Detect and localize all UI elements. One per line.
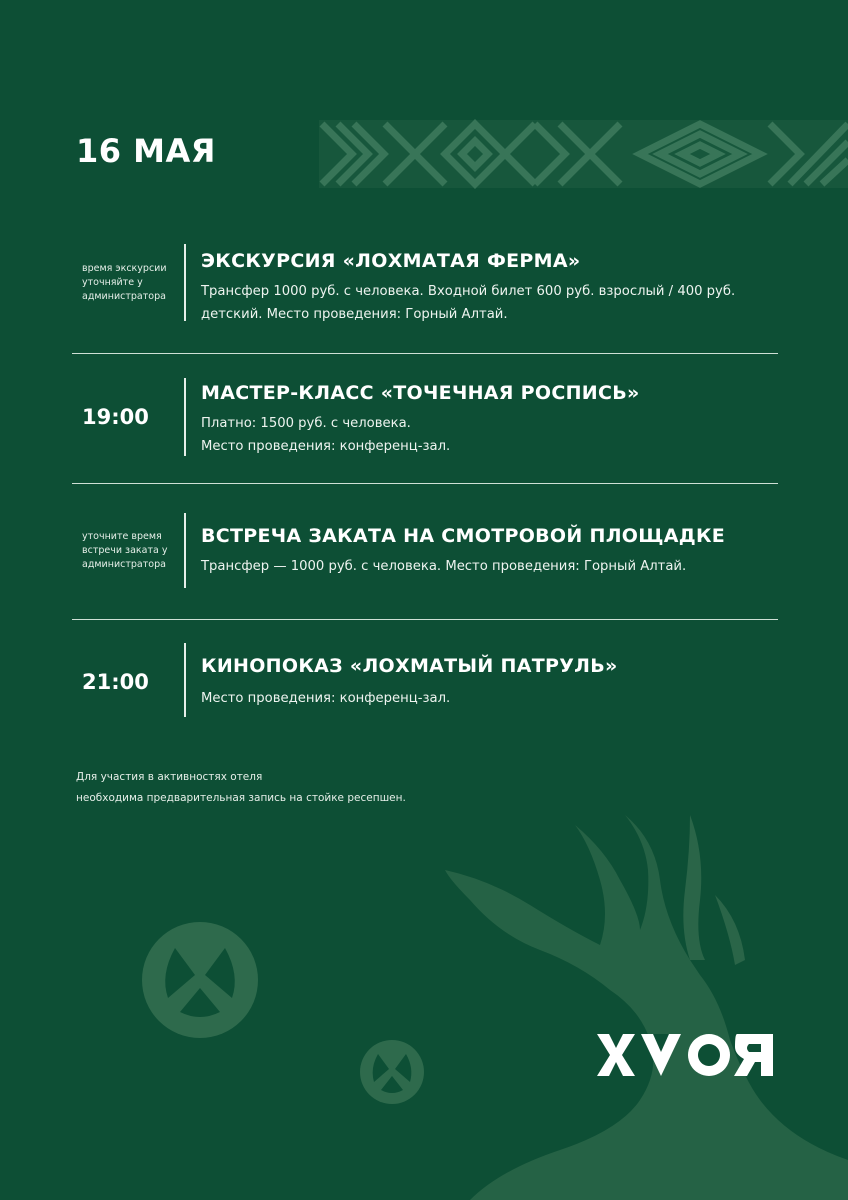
page-title: 16 МАЯ xyxy=(76,132,216,170)
event-sunset xyxy=(72,513,778,588)
event-description: Трансфер 1000 руб. с человека. Входной билет 600 руб. взрослый / 400 руб. детский. Место проведения: Горный Алтай. xyxy=(201,284,736,322)
event-content xyxy=(201,653,778,710)
event-time-column xyxy=(72,378,184,456)
event-description: Трансфер — 1000 руб. с человека. Место проведения: Горный Алтай. xyxy=(201,559,687,574)
event-time-column xyxy=(72,244,184,321)
small-wheel-emblem-icon xyxy=(360,1040,424,1104)
event-content xyxy=(201,380,778,458)
event-time: 19:00 xyxy=(82,405,149,429)
event-time: 21:00 xyxy=(82,669,149,694)
event-title: ЭКСКУРСИЯ «ЛОХМАТАЯ ФЕРМА» xyxy=(201,250,581,272)
footnote xyxy=(76,767,406,809)
event-description xyxy=(201,412,778,458)
event-time-column xyxy=(72,513,184,588)
vertical-divider xyxy=(184,378,186,456)
vertical-divider xyxy=(184,244,186,321)
ornament-band-icon xyxy=(319,120,848,188)
deer-silhouette-icon xyxy=(445,815,848,1200)
wheel-emblem-icon xyxy=(142,922,258,1038)
event-description: Место проведения: конференц-зал. xyxy=(201,691,451,706)
event-description-line: Место проведения: конференц-зал. xyxy=(201,439,451,454)
side-note: уточните время встречи заката у администратора xyxy=(82,530,168,570)
side-note: время экскурсии уточняйте у администратора xyxy=(82,262,167,302)
vertical-divider xyxy=(184,643,186,717)
divider xyxy=(72,353,778,354)
event-cinema xyxy=(72,643,778,717)
event-title: КИНОПОКАЗ «ЛОХМАТЫЙ ПАТРУЛЬ» xyxy=(201,655,618,677)
event-content xyxy=(201,248,778,326)
event-time-column xyxy=(72,643,184,717)
hvoya-logo xyxy=(597,1032,773,1078)
event-excursion xyxy=(72,244,778,321)
event-master-class xyxy=(72,378,778,456)
event-title: ВСТРЕЧА ЗАКАТА НА СМОТРОВОЙ ПЛОЩАДКЕ xyxy=(201,525,726,547)
vertical-divider xyxy=(184,513,186,588)
footnote-line: необходима предварительная запись на стойке ресепшен. xyxy=(76,792,406,804)
footnote-line: Для участия в активностях отеля xyxy=(76,771,263,783)
divider xyxy=(72,483,778,484)
event-description-line: Платно: 1500 руб. с человека. xyxy=(201,416,411,431)
event-content xyxy=(201,523,778,578)
divider xyxy=(72,619,778,620)
event-title: МАСТЕР-КЛАСС «ТОЧЕЧНАЯ РОСПИСЬ» xyxy=(201,382,640,404)
